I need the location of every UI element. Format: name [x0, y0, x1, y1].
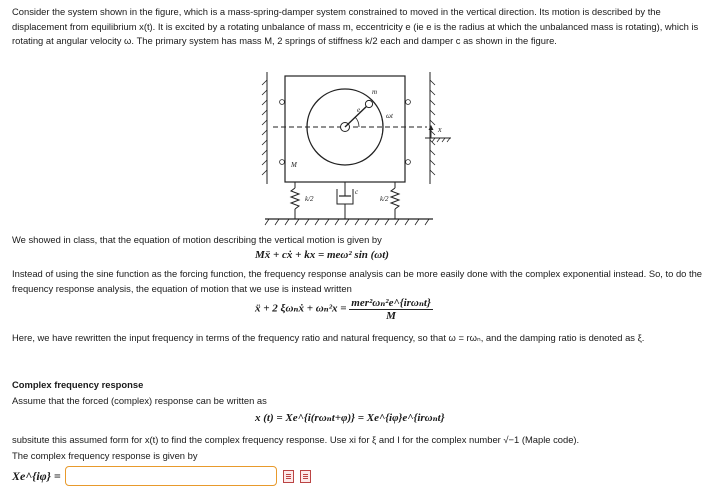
- left-spring: [291, 188, 299, 209]
- equation-of-motion: Mẍ + cẋ + kx = meω² sin (ωt): [255, 249, 389, 261]
- label-m: m: [372, 88, 378, 96]
- forced-response-equation: x (t) = Xe^{i(rωₙt+φ)} = Xe^{iφ}e^{irωₙt}: [255, 412, 445, 424]
- unbalanced-mass: [365, 100, 372, 107]
- answer-input[interactable]: [65, 466, 277, 486]
- label-e: e: [357, 106, 361, 114]
- complex-equation: [255, 296, 433, 322]
- motion-paragraph: We showed in class, that the equation of motion describing the vertical motion is given by: [12, 234, 382, 245]
- complex-paragraph: Instead of using the sine function as the forcing function, the frequency response analysis can be more easily done with the complex exponential instead. So, to do the frequency response analysis, the equation of motion that we use is instead written: [12, 268, 703, 294]
- section-heading: Complex frequency response: [12, 379, 144, 390]
- label-x: x: [438, 125, 442, 134]
- complex-equation-denominator: M: [386, 310, 396, 322]
- answer-row: [12, 466, 311, 486]
- rewrite-paragraph: Here, we have rewritten the input frequency in terms of the frequency ratio and natural frequency, so that ω = rωₙ, and the damping ratio is denoted as ξ.: [12, 332, 645, 343]
- assume-paragraph: Assume that the forced (complex) response can be written as: [12, 395, 267, 406]
- right-spring: [391, 188, 399, 209]
- given-paragraph: The complex frequency response is given by: [12, 450, 198, 461]
- complex-equation-lhs: ẍ + 2 ξωₙẋ + ωₙ²x =: [255, 302, 347, 315]
- answer-label: Xe^{iφ} =: [12, 468, 61, 483]
- intro-paragraph: Consider the system shown in the figure, which is a mass-spring-damper system constrained to moved in the vertical direction. Its motion is described by the displacement from equilibrium x(t). It is excited by a rotating unbalance of mass m, eccentricity e (ie e is the radius at which the unbalanced mass is rotating), which is rotating at angular velocity ω. The primary system has mass M, 2 springs of stiffness k/2 each and damper c as shown in the figure.: [12, 6, 699, 47]
- complex-equation-numerator: mer²ωₙ²e^{irωₙt}: [351, 297, 431, 309]
- label-c: c: [355, 188, 359, 196]
- label-k2-right: k/2: [380, 195, 389, 203]
- label-k2-left: k/2: [305, 195, 314, 203]
- complex-equation-fraction: [349, 296, 433, 322]
- maple-tool-icon[interactable]: [283, 470, 294, 483]
- preview-document-icon[interactable]: [300, 470, 311, 483]
- label-omega-t: ωt: [386, 112, 393, 120]
- substitute-paragraph: subsitute this assumed form for x(t) to find the complex frequency response. Use xi for ξ and I for the complex number √−1 (Maple code).: [12, 434, 580, 445]
- mass-spring-damper-figure: [255, 72, 455, 232]
- label-M: M: [291, 161, 297, 169]
